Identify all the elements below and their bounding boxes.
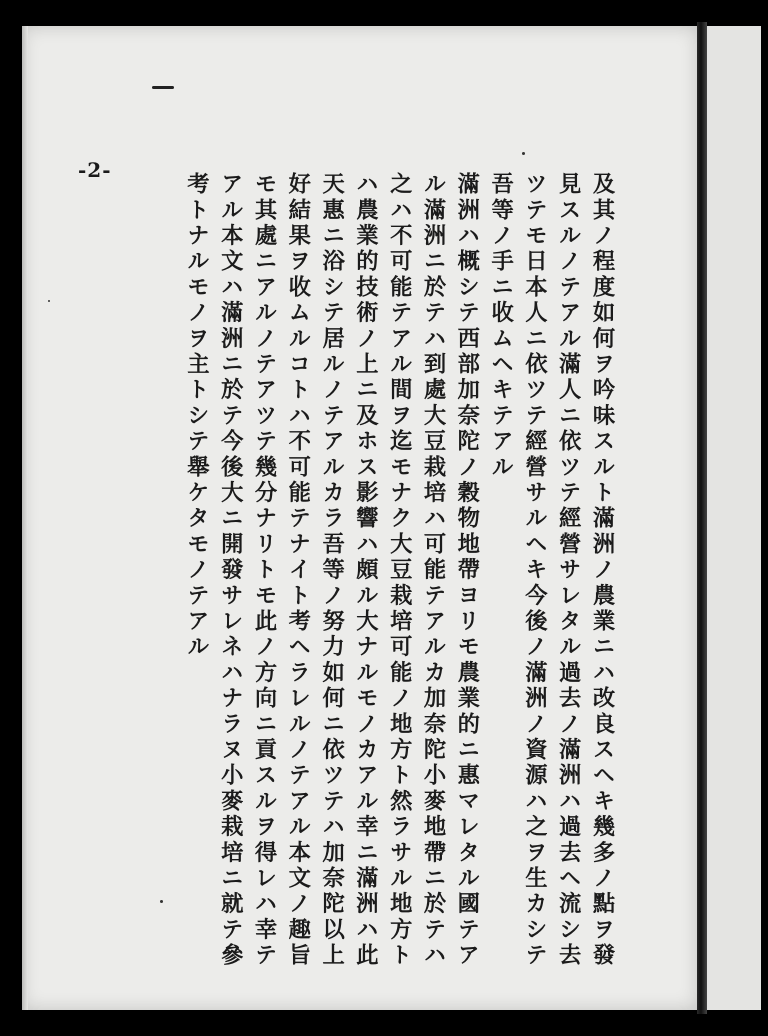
text-column-2: 見スルノテアル滿人ニ依ツテ經營サレタル過去ノ滿洲ハ過去ヘ流シ去 <box>555 172 582 969</box>
text-column-4: 吾等ノ手ニ收ムヘキテアル <box>487 172 514 481</box>
dust-speck <box>522 152 525 155</box>
text-column-3: ツテモ日本人ニ依ツテ經營サルヘキ今後ノ滿洲ノ資源ハ之ヲ生カシテ <box>521 172 548 969</box>
text-column-13: 考トナルモノヲ主トシテ舉ケタモノテアル <box>183 172 210 661</box>
vertical-text-block <box>179 172 618 969</box>
adjacent-page-edge <box>707 26 761 1010</box>
text-column-10: 好結果ヲ收ムルコトハ不可能テナイト考ヘラレルノテアル本文ノ趣旨 <box>284 172 311 969</box>
text-column-1: 及其ノ程度如何ヲ吟味スルト滿洲ノ農業ニハ改良スヘキ幾多ノ點ヲ發 <box>589 172 615 969</box>
page-left-edge <box>22 26 28 1010</box>
page-number: -2- <box>78 158 112 182</box>
dust-speck <box>160 900 163 903</box>
text-column-7: 之ハ不可能テアル間ヲ迄モナク大豆栽培可能ノ地方ト然ラサル地方ト <box>386 172 413 969</box>
text-column-11: モ其處ニアルノテアツテ幾分ナリトモ此ノ方向ニ貢スルヲ得レハ幸テ <box>251 172 278 969</box>
book-spine <box>697 22 707 1014</box>
text-column-6: ル滿洲ニ於テハ到處大豆栽培ハ可能テアルカ加奈陀小麥地帶ニ於テハ <box>420 172 447 969</box>
text-column-8: ハ農業的技術ノ上ニ及ホス影響ハ頗ル大ナルモノカアル幸ニ滿洲ハ此 <box>352 172 379 969</box>
dust-speck <box>48 300 50 302</box>
header-dash-mark <box>152 86 174 89</box>
text-column-9: 天惠ニ浴シテ居ルノテアルカラ吾等ノ努力如何ニ依ツテハ加奈陀以上 <box>318 172 345 969</box>
text-column-12: アル本文ハ滿洲ニ於テ今後大ニ開發サレネハナラヌ小麥栽培ニ就テ參 <box>217 172 244 969</box>
text-column-5: 滿洲ハ概シテ西部加奈陀ノ穀物地帶ヨリモ農業的ニ惠マレタル國テア <box>453 172 480 969</box>
